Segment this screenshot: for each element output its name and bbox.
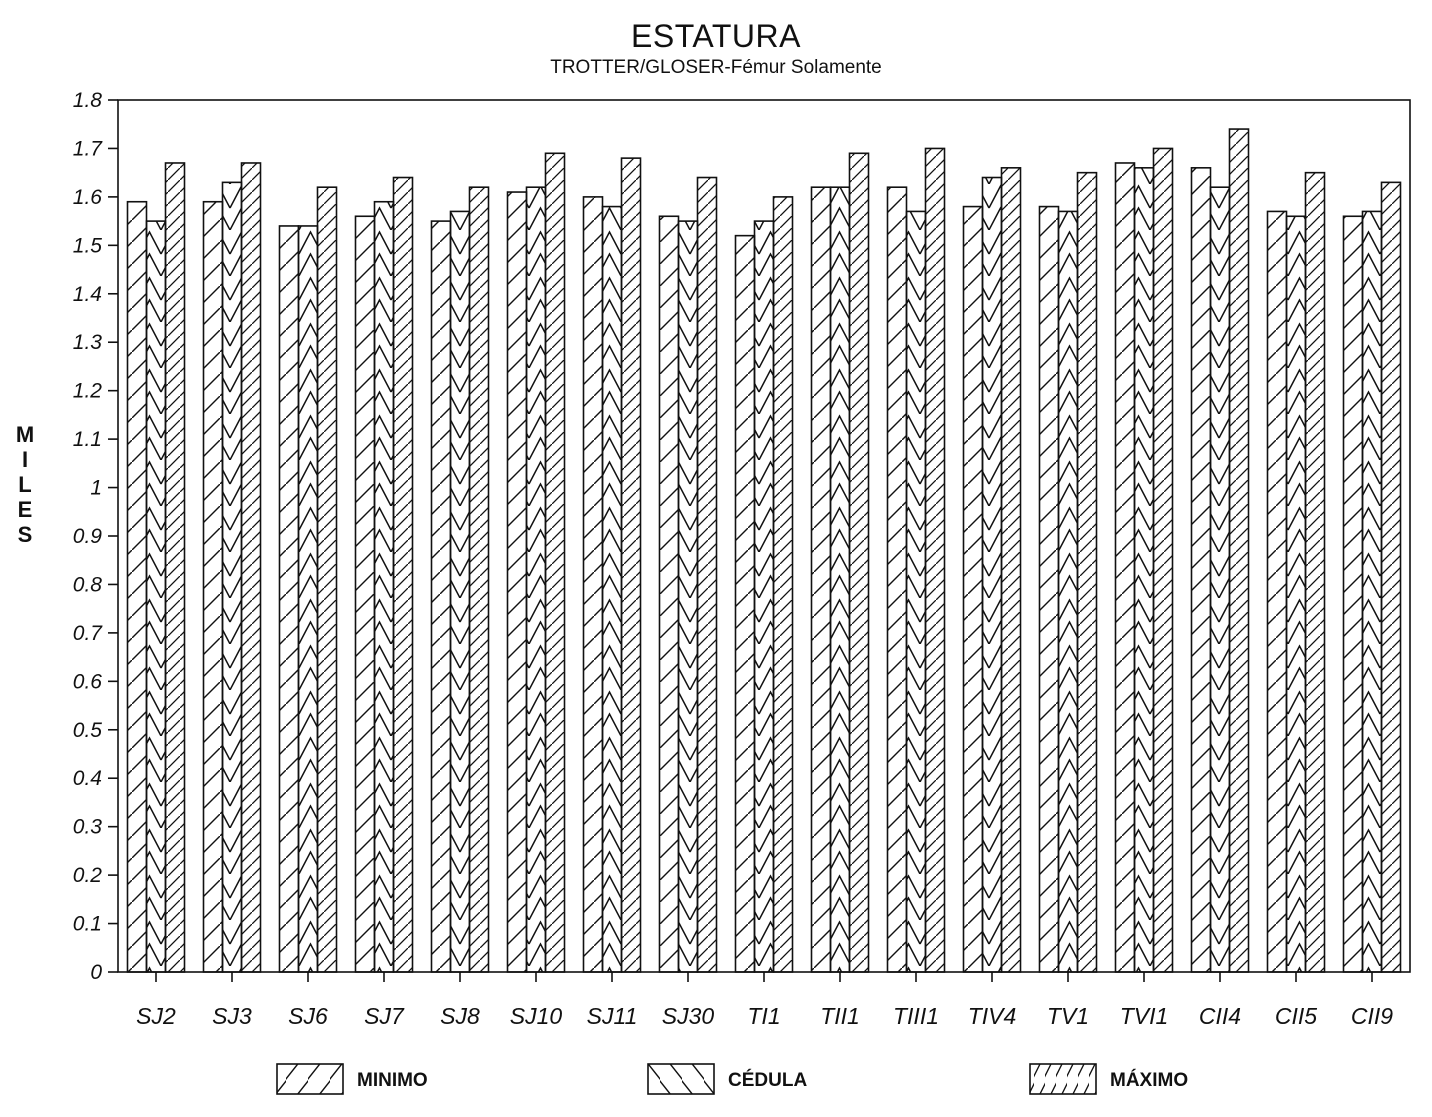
- bar-minimo: [1268, 211, 1287, 972]
- x-category-label: TVI1: [1119, 1003, 1169, 1029]
- bar-cedula: [147, 221, 166, 972]
- x-category-label: SJ2: [136, 1003, 176, 1029]
- y-tick-label: 1: [90, 476, 102, 500]
- y-tick-label: 0.1: [72, 912, 102, 936]
- bar-maximo: [1154, 148, 1173, 972]
- y-tick-label: 1.6: [72, 185, 102, 209]
- bar-cedula: [907, 211, 926, 972]
- y-axis-label-letter: E: [17, 497, 33, 522]
- bar-cedula: [603, 207, 622, 972]
- bar-minimo: [1192, 168, 1211, 972]
- bar-minimo: [128, 202, 147, 972]
- bar-cedula: [375, 202, 394, 972]
- legend-swatch-maximo: [1030, 1064, 1096, 1094]
- legend-swatch-cedula: [648, 1064, 714, 1094]
- y-tick-label: 0.2: [72, 864, 102, 888]
- bar-cedula: [527, 187, 546, 972]
- bar-maximo: [1078, 173, 1097, 972]
- bar-minimo: [356, 216, 375, 972]
- y-tick-label: 0.9: [72, 525, 102, 548]
- y-axis-label-letter: M: [15, 422, 35, 447]
- bar-cedula: [1211, 187, 1230, 972]
- bar-minimo: [1040, 207, 1059, 972]
- x-category-label: TI1: [747, 1003, 781, 1029]
- x-category-label: SJ8: [440, 1003, 480, 1029]
- bar-minimo: [280, 226, 299, 972]
- y-tick-label: 0.5: [72, 718, 102, 742]
- bar-minimo: [812, 187, 831, 972]
- bar-minimo: [432, 221, 451, 972]
- bar-maximo: [394, 178, 413, 972]
- bar-maximo: [1306, 173, 1325, 972]
- y-tick-label: 0.3: [72, 815, 102, 839]
- bar-minimo: [660, 216, 679, 972]
- x-category-label: SJ11: [586, 1003, 638, 1029]
- y-axis-label-letter: S: [17, 522, 33, 547]
- bar-minimo: [1344, 216, 1363, 972]
- bar-maximo: [926, 148, 945, 972]
- y-axis-label-letter: I: [21, 447, 29, 472]
- bar-maximo: [318, 187, 337, 972]
- x-category-label: SJ3: [212, 1003, 252, 1029]
- chart-subtitle: TROTTER/GLOSER-Fémur Solamente: [550, 57, 882, 78]
- legend-swatch-minimo: [277, 1064, 343, 1094]
- bar-maximo: [166, 163, 185, 972]
- legend-label-minimo: MINIMO: [357, 1070, 428, 1091]
- bar-cedula: [451, 211, 470, 972]
- bar-minimo: [736, 236, 755, 972]
- bar-minimo: [1116, 163, 1135, 972]
- y-tick-label: 1.4: [72, 282, 102, 306]
- chart-title: ESTATURA: [631, 18, 801, 54]
- y-axis-label-letter: L: [18, 472, 32, 497]
- x-category-label: TIV4: [967, 1003, 1017, 1029]
- x-category-label: CII5: [1274, 1003, 1318, 1029]
- x-category-label: SJ7: [364, 1003, 404, 1029]
- y-tick-label: 0.8: [72, 573, 102, 597]
- bar-maximo: [774, 197, 793, 972]
- y-tick-label: 0.6: [72, 670, 102, 694]
- bar-minimo: [204, 202, 223, 972]
- bar-cedula: [1059, 211, 1078, 972]
- y-tick-label: 1.5: [72, 234, 102, 258]
- bar-maximo: [698, 178, 717, 972]
- bar-maximo: [242, 163, 261, 972]
- bar-cedula: [755, 221, 774, 972]
- y-tick-label: 1.7: [72, 137, 102, 161]
- y-tick-label: 0.4: [72, 767, 102, 791]
- bar-maximo: [470, 187, 489, 972]
- bar-cedula: [1287, 216, 1306, 972]
- bar-cedula: [831, 187, 850, 972]
- y-tick-label: 1.1: [72, 428, 102, 452]
- bar-minimo: [584, 197, 603, 972]
- y-tick-label: 0.7: [72, 621, 102, 645]
- legend-label-cedula: CÉDULA: [728, 1070, 808, 1091]
- bar-cedula: [223, 182, 242, 972]
- x-category-label: CII9: [1350, 1003, 1394, 1029]
- y-tick-label: 1.2: [72, 379, 102, 403]
- y-tick-label: 0: [90, 961, 102, 984]
- bar-cedula: [1363, 211, 1382, 972]
- bar-cedula: [983, 178, 1002, 972]
- x-category-label: SJ6: [288, 1003, 328, 1029]
- x-category-label: TV1: [1046, 1003, 1090, 1029]
- bar-maximo: [546, 153, 565, 972]
- x-category-label: TII1: [820, 1003, 860, 1029]
- bar-maximo: [1002, 168, 1021, 972]
- x-category-label: SJ10: [509, 1003, 563, 1029]
- bar-maximo: [622, 158, 641, 972]
- bar-minimo: [888, 187, 907, 972]
- x-category-label: TIII1: [892, 1003, 940, 1029]
- x-category-label: SJ30: [661, 1003, 715, 1029]
- bar-cedula: [299, 226, 318, 972]
- x-category-label: CII4: [1198, 1003, 1242, 1029]
- bar-maximo: [850, 153, 869, 972]
- bar-maximo: [1382, 182, 1401, 972]
- y-tick-label: 1.8: [72, 89, 102, 112]
- y-tick-label: 1.3: [72, 331, 102, 355]
- bar-maximo: [1230, 129, 1249, 972]
- bar-cedula: [679, 221, 698, 972]
- bar-cedula: [1135, 168, 1154, 972]
- bar-minimo: [964, 207, 983, 972]
- legend-label-maximo: MÁXIMO: [1110, 1070, 1189, 1091]
- bar-minimo: [508, 192, 527, 972]
